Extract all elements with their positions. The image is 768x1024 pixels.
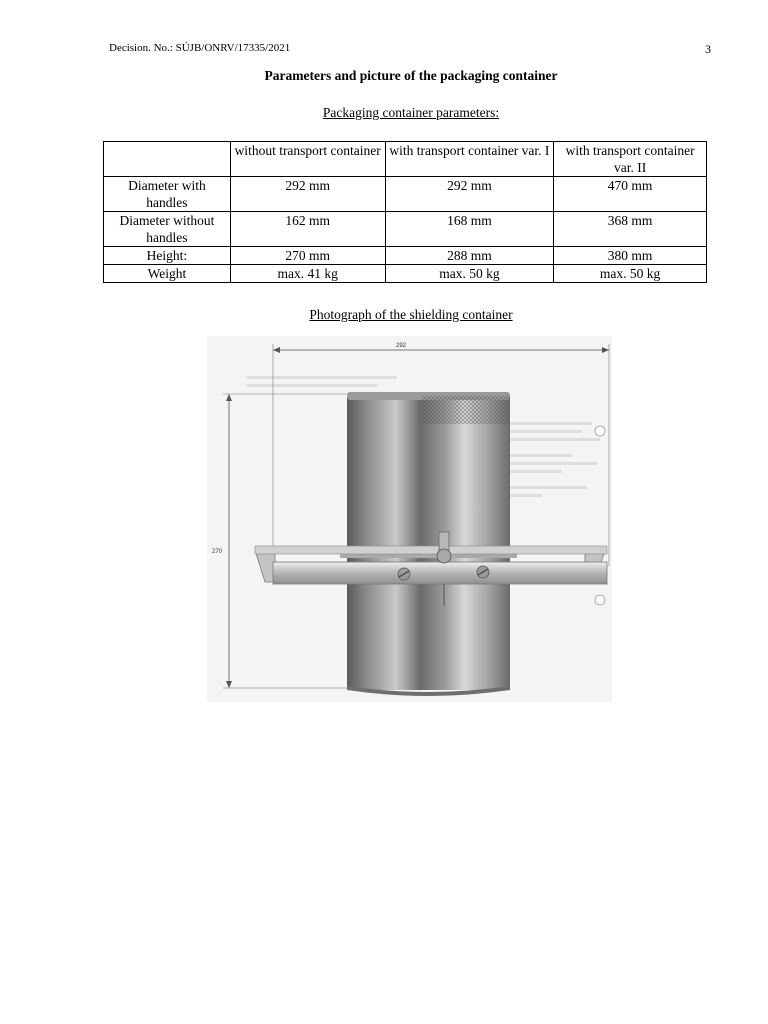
table-row [104, 247, 707, 265]
table-header-row [104, 142, 707, 177]
table-cell: max. 41 kg [230, 265, 385, 283]
table-cell: 288 mm [385, 247, 554, 265]
width-dimension-label: 292 [395, 343, 407, 349]
row-label: Diameter with handles [104, 177, 231, 212]
container-photo [207, 336, 612, 702]
table-cell: max. 50 kg [385, 265, 554, 283]
header-cell [104, 142, 231, 177]
row-label: Height: [104, 247, 231, 265]
table-row [104, 265, 707, 283]
table-cell: 292 mm [385, 177, 554, 212]
page-title: Parameters and picture of the packaging container [264, 68, 558, 83]
decision-number: Decision. No.: SÚJB/ONRV/17335/2021 [109, 42, 291, 54]
row-label: Weight [104, 265, 231, 283]
header-cell: with transport container var. II [554, 142, 707, 177]
page-number: 3 [705, 42, 711, 56]
table-cell: 380 mm [554, 247, 707, 265]
table-row [104, 212, 707, 247]
table-cell: max. 50 kg [554, 265, 707, 283]
table-cell: 292 mm [230, 177, 385, 212]
photo-caption: Photograph of the shielding container [309, 307, 513, 322]
height-dimension-label: 270 [211, 549, 223, 555]
table-row [104, 177, 707, 212]
row-label: Diameter without handles [104, 212, 231, 247]
table-cell: 368 mm [554, 212, 707, 247]
table-cell: 162 mm [230, 212, 385, 247]
header-cell: with transport container var. I [385, 142, 554, 177]
table-cell: 168 mm [385, 212, 554, 247]
table-title: Packaging container parameters: [322, 105, 500, 120]
table-cell: 270 mm [230, 247, 385, 265]
parameters-table [103, 141, 707, 283]
header-cell: without transport container [230, 142, 385, 177]
table-cell: 470 mm [554, 177, 707, 212]
